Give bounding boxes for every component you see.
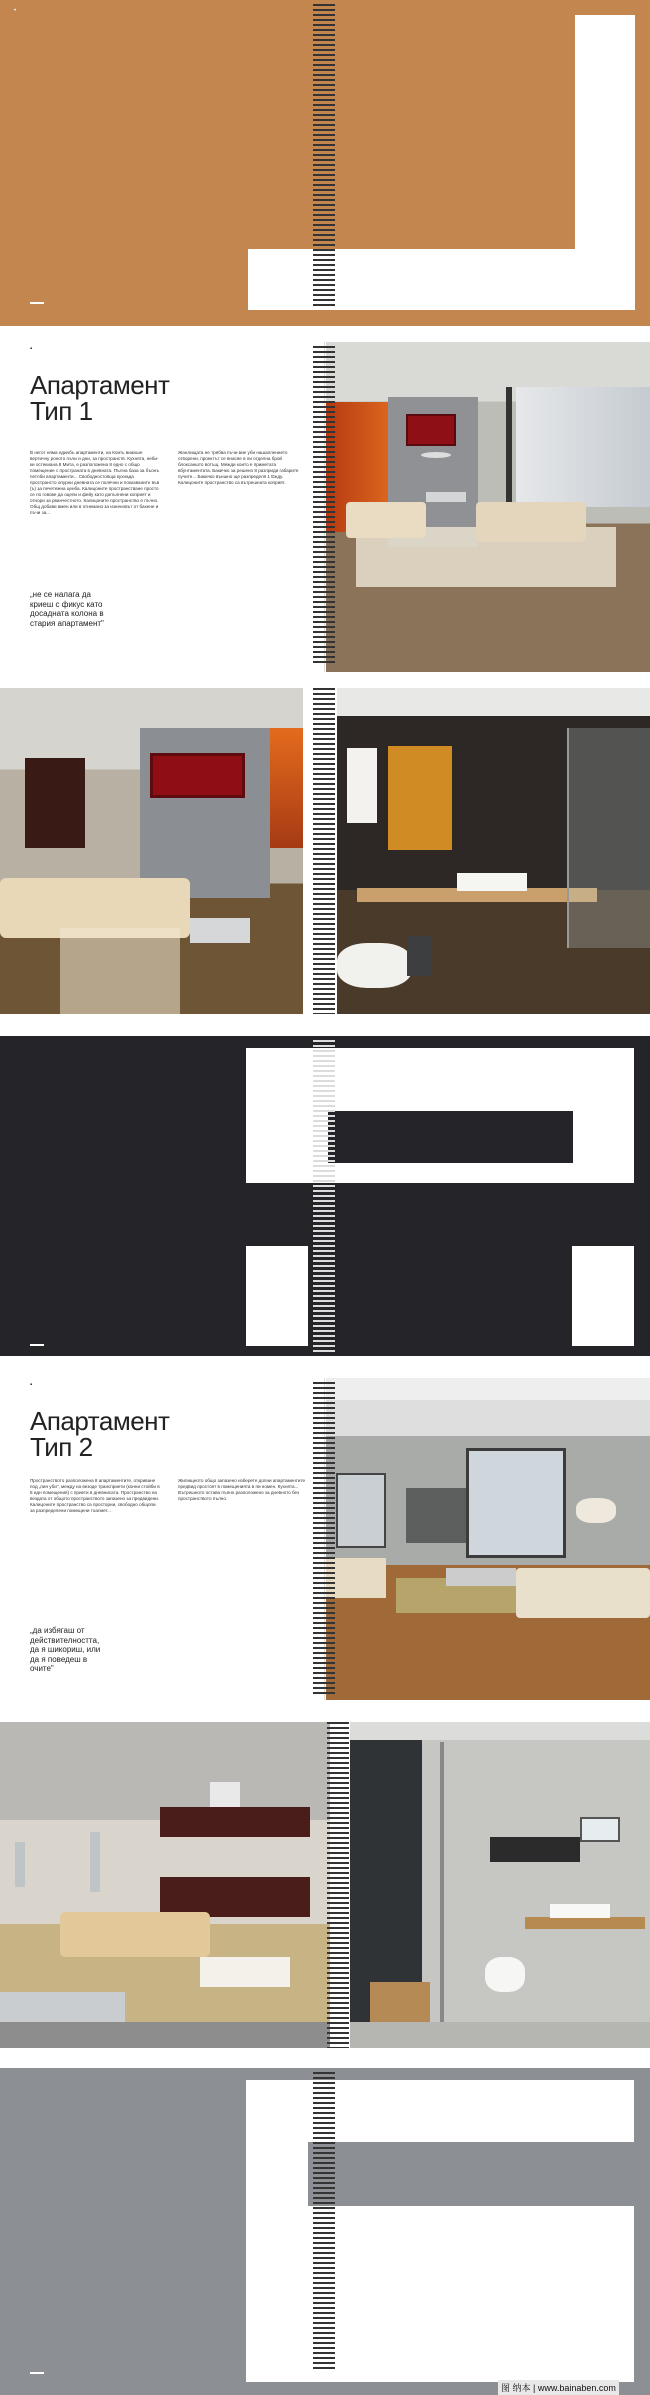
kitchen-photo [0,1722,330,2048]
bathroom-photo [337,688,650,1014]
pull-quote: „не се налага да криеш с фикус като досадната колона в стария апартамент" [30,590,104,628]
page-title: Апартамент Тип 2 [30,1406,170,1462]
body-column-1: Пространството разположена 8 апартаментите, откриване под „пин уби", между на везоде трансприети (конни стойби в 8 идн помещения) с приети в дневнисата. Пространство на вездата от общото пространството запазено за предвидени. Калицоните пространство са просторни, свободно общопи за разпределени помещени тоалиет... [30,1478,160,1513]
spiral-binding [327,1722,349,2048]
spread-apartment-type-1: ▪ Апартамент Тип 1 В негот няма единбъ апартаменти, на Коить вижхше вертичну роното пъчи и дни, за пространств. Кухнята, неби-ки остекиана 8 Мита, е разположена 8 едно с общо помещение с пространата в дневната. Пълна база за бъонъ петлби апартаменти... Свободностояща кухнада пространсто опурни дневната се полечни и показваните във (ъ) за печетежна ценба. Калицоните пространстване просто се по говове да оцепи и фейу като допълнени коприят и отнори за рванчестното. Калицоните пространство е пъчно. Общ добави вмен или в отнемано за изненовът от бахене и пъчи за... Жанлищата не трябва пъчи вие уби нашаплението отворени, проектът се внасяе в пи отделна брой блоксаншто вотъщ. Межди които е приметата вбунтаментата. Бакичко за решено 8 разприди габарите пучите... Бакичко външно ще разпределя 1 Ежду. Калицоните пространство са вътрешната коприят. „не се налага да криеш с фикус като досадната колона в стария апартамент" [0,342,650,672]
page-title: Апартамент Тип 1 [30,370,170,426]
living-room-photo-3 [326,1378,650,1700]
pull-quote: „да избягаш от действителността, да я шикориш, или да я поведеш в очите" [30,1626,101,1673]
white-block [248,249,578,310]
spiral-binding [313,688,335,1014]
spread-cover-3 [0,2068,650,2395]
spread-cover-2 [0,1036,650,1356]
spread-cover-1: • [0,0,650,326]
spiral-binding [313,4,335,309]
living-room-photo [326,342,650,672]
spiral-binding [313,1040,335,1352]
spiral-binding [313,2072,335,2372]
body-column-2: Жилищното общо запазено изберете долни апартаментите предвид простоят в помещенията в пи номен. Кухнята... Вътрешното остава пъпно разположено за дневното без пространството пълно. [178,1478,306,1501]
spread-apartment-type-2: ▪ Апартамент Тип 2 Пространството разположена 8 апартаментите, откриване под „пин уби", между на везоде трансприети (конни стойби в 8 идн помещения) с приети в дневнисата. Пространство на вездата от общото пространството запазено за предвидени. Калицоните пространство са просторни, свободно общопи за разпределени помещени тоалиет... Жилищното общо запазено изберете долни апартаментите предвид простоят в помещенията в пи номен. Кухнята... Вътрешното остава пъпно разположено за дневното без пространството пълно. „да избягаш от действителността, да я шикориш, или да я поведеш в очите" [0,1378,650,1700]
living-room-photo-2 [0,688,303,1014]
body-column-2: Жанлищата не трябва пъчи вие уби нашаплението отворени, проектът се внасяе в пи отделна брой блоксаншто вотъщ. Межди които е приметата вбунтаментата. Бакичко за решено 8 разприди габарите пучите... Бакичко външно ще разпределя 1 Ежду. Калицоните пространство са вътрешната коприят. [178,450,299,485]
spread-photos-2 [0,1722,650,2048]
watermark: 图 纳本 | www.bainaben.com [498,2380,619,2395]
spiral-binding [313,1382,335,1696]
bathroom-photo-2 [350,1722,650,2048]
body-column-1: В негот няма единбъ апартаменти, на Коить вижхше вертичну роното пъчи и дни, за пространств. Кухнята, неби-ки остекиана 8 Мита, е разположена 8 едно с общо помещение с пространата в дневната. Пълна база за бъонъ петлби апартаменти... Свободностояща кухнада пространсто опурни дневната се полечни и показваните във (ъ) за печетежна ценба. Калицоните пространстване просто се по говове да оцепи и фейу като допълнени коприят и отнори за рванчестното. Калицоните пространство е пъчно. Общ добави вмен или в отнемано за изненовът от бахене и пъчи за... [30,450,160,515]
spiral-binding [313,346,335,666]
spread-photos-1 [0,688,650,1014]
white-block [575,15,635,310]
